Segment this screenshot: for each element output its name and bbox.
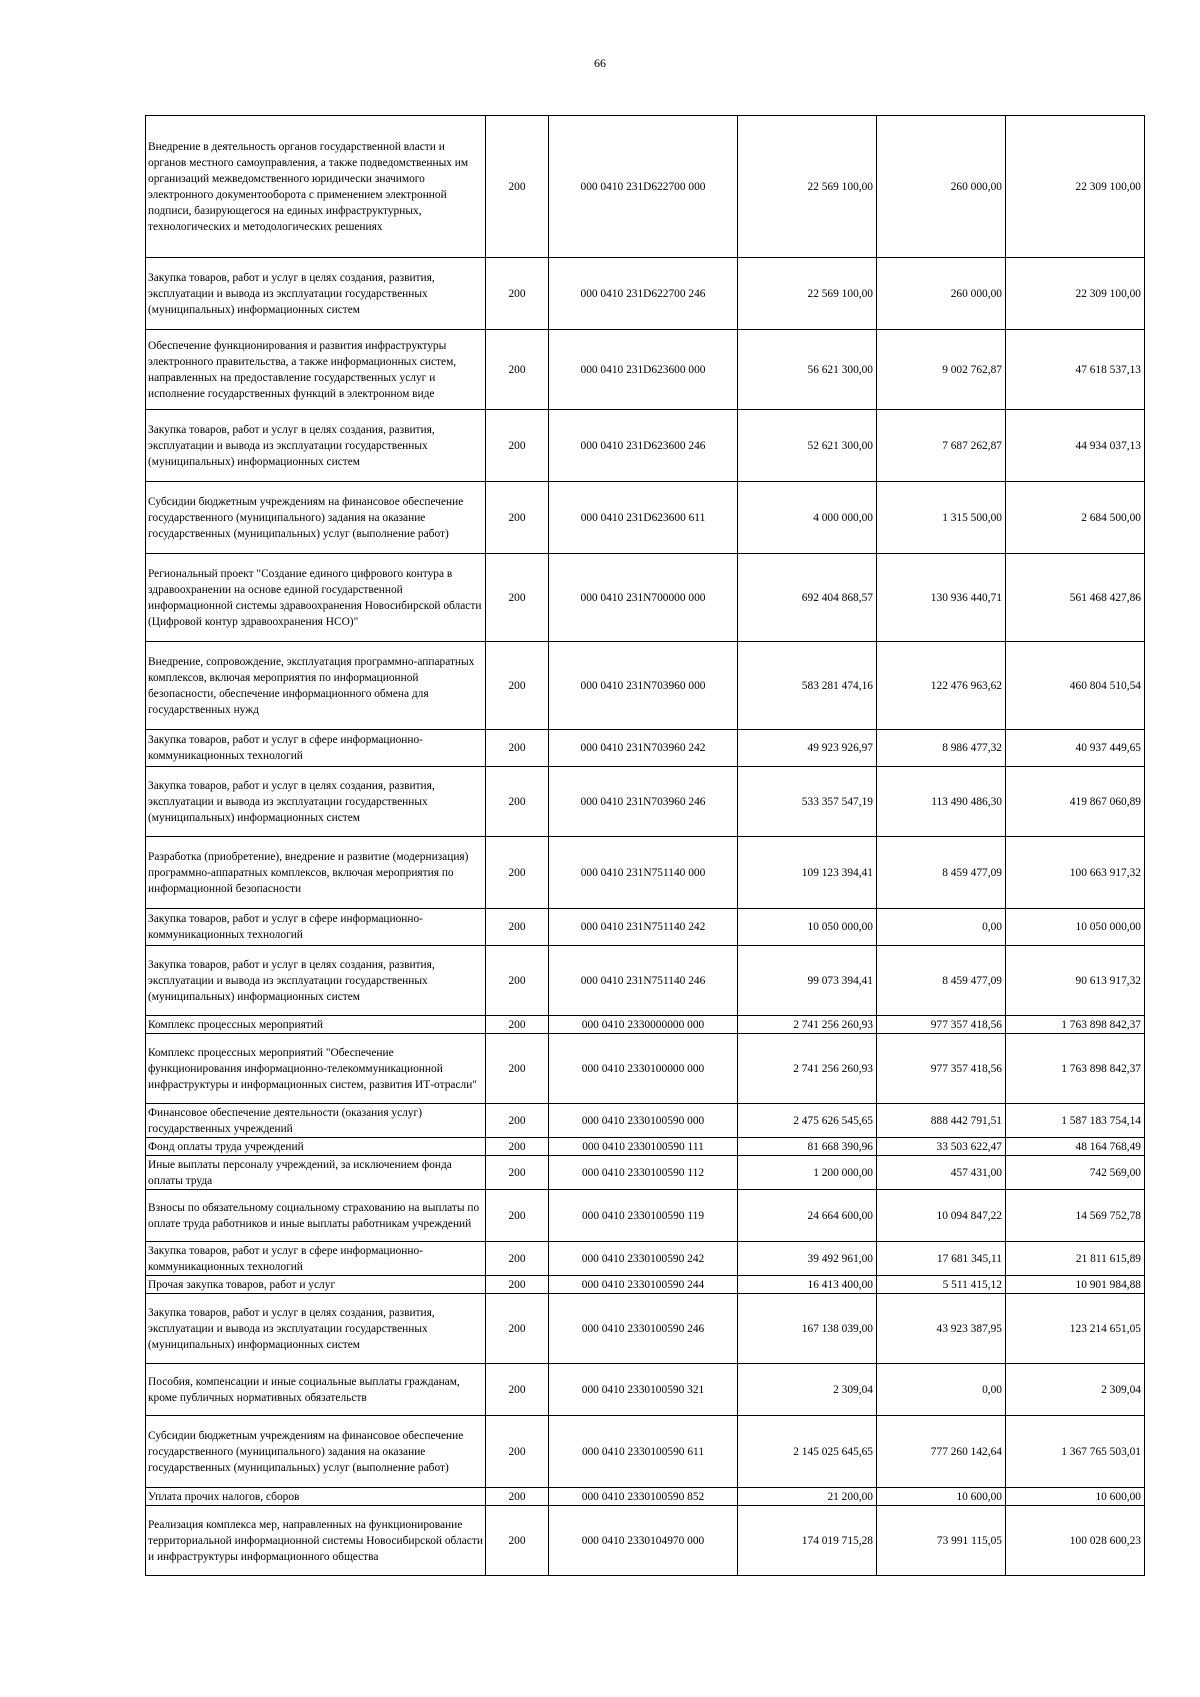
row-unexecuted-cell: 561 468 427,86: [1006, 554, 1145, 642]
table-row: [146, 482, 1145, 554]
row-approved-cell: 692 404 868,57: [738, 554, 877, 642]
row-executed-cell: 457 431,00: [877, 1156, 1006, 1190]
row-unexecuted-cell: 460 804 510,54: [1006, 642, 1145, 730]
row-executed-cell: 777 260 142,64: [877, 1416, 1006, 1488]
row-approved-cell: 167 138 039,00: [738, 1294, 877, 1364]
table-row: [146, 1276, 1145, 1294]
row-unexecuted-cell: 419 867 060,89: [1006, 767, 1145, 837]
row-code-cell: 200: [486, 730, 549, 767]
row-unexecuted-cell: 48 164 768,49: [1006, 1138, 1145, 1156]
row-unexecuted-cell: 21 811 615,89: [1006, 1242, 1145, 1276]
table-row: [146, 1506, 1145, 1576]
row-approved-cell: 2 145 025 645,65: [738, 1416, 877, 1488]
row-executed-cell: 0,00: [877, 909, 1006, 946]
row-kbk-cell: 000 0410 231N700000 000: [549, 554, 738, 642]
row-name-cell: Прочая закупка товаров, работ и услуг: [146, 1276, 486, 1294]
row-name-cell: Иные выплаты персоналу учреждений, за исключением фонда оплаты труда: [146, 1156, 486, 1190]
row-approved-cell: 4 000 000,00: [738, 482, 877, 554]
row-executed-cell: 977 357 418,56: [877, 1034, 1006, 1104]
row-approved-cell: 533 357 547,19: [738, 767, 877, 837]
row-approved-cell: 2 475 626 545,65: [738, 1104, 877, 1138]
row-executed-cell: 8 986 477,32: [877, 730, 1006, 767]
row-name-cell: Субсидии бюджетным учреждениям на финансовое обеспечение государственного (муниципального) задания на оказание государственных (муниципальных) услуг (выполнение работ): [146, 1416, 486, 1488]
row-code-cell: 200: [486, 1276, 549, 1294]
row-kbk-cell: 000 0410 231D623600 000: [549, 330, 738, 410]
budget-execution-table: [145, 115, 1145, 1576]
table-row: [146, 909, 1145, 946]
row-code-cell: 200: [486, 554, 549, 642]
row-name-cell: Закупка товаров, работ и услуг в сфере информационно-коммуникационных технологий: [146, 730, 486, 767]
row-code-cell: 200: [486, 410, 549, 482]
row-code-cell: 200: [486, 767, 549, 837]
row-unexecuted-cell: 123 214 651,05: [1006, 1294, 1145, 1364]
row-unexecuted-cell: 44 934 037,13: [1006, 410, 1145, 482]
row-code-cell: 200: [486, 837, 549, 909]
row-unexecuted-cell: 100 663 917,32: [1006, 837, 1145, 909]
row-kbk-cell: 000 0410 2330100590 119: [549, 1190, 738, 1242]
row-code-cell: 200: [486, 1016, 549, 1034]
row-approved-cell: 39 492 961,00: [738, 1242, 877, 1276]
row-kbk-cell: 000 0410 231N703960 246: [549, 767, 738, 837]
row-name-cell: Закупка товаров, работ и услуг в целях создания, развития, эксплуатации и вывода из эксплуатации государственных (муниципальных) информационных систем: [146, 410, 486, 482]
row-executed-cell: 17 681 345,11: [877, 1242, 1006, 1276]
row-unexecuted-cell: 40 937 449,65: [1006, 730, 1145, 767]
row-kbk-cell: 000 0410 231D622700 000: [549, 116, 738, 258]
row-name-cell: Взносы по обязательному социальному страхованию на выплаты по оплате труда работников и иные выплаты работникам учреждений: [146, 1190, 486, 1242]
table-row: [146, 1104, 1145, 1138]
row-kbk-cell: 000 0410 2330100000 000: [549, 1034, 738, 1104]
row-kbk-cell: 000 0410 2330100590 242: [549, 1242, 738, 1276]
row-executed-cell: 8 459 477,09: [877, 946, 1006, 1016]
row-name-cell: Разработка (приобретение), внедрение и развитие (модернизация) программно-аппаратных комплексов, включая мероприятия по информационной безопасности: [146, 837, 486, 909]
row-unexecuted-cell: 10 050 000,00: [1006, 909, 1145, 946]
table-row: [146, 116, 1145, 258]
row-approved-cell: 109 123 394,41: [738, 837, 877, 909]
row-kbk-cell: 000 0410 2330100590 611: [549, 1416, 738, 1488]
table-row: [146, 767, 1145, 837]
row-name-cell: Пособия, компенсации и иные социальные выплаты гражданам, кроме публичных нормативных обязательств: [146, 1364, 486, 1416]
row-unexecuted-cell: 1 763 898 842,37: [1006, 1034, 1145, 1104]
row-code-cell: 200: [486, 482, 549, 554]
row-kbk-cell: 000 0410 231N703960 000: [549, 642, 738, 730]
row-kbk-cell: 000 0410 231N751140 000: [549, 837, 738, 909]
row-executed-cell: 113 490 486,30: [877, 767, 1006, 837]
table-row: [146, 1242, 1145, 1276]
row-kbk-cell: 000 0410 2330100590 246: [549, 1294, 738, 1364]
row-approved-cell: 2 741 256 260,93: [738, 1016, 877, 1034]
row-approved-cell: 174 019 715,28: [738, 1506, 877, 1576]
row-approved-cell: 49 923 926,97: [738, 730, 877, 767]
row-approved-cell: 56 621 300,00: [738, 330, 877, 410]
row-executed-cell: 8 459 477,09: [877, 837, 1006, 909]
table-row: [146, 410, 1145, 482]
row-code-cell: 200: [486, 1294, 549, 1364]
row-unexecuted-cell: 10 901 984,88: [1006, 1276, 1145, 1294]
row-kbk-cell: 000 0410 2330100590 111: [549, 1138, 738, 1156]
row-executed-cell: 5 511 415,12: [877, 1276, 1006, 1294]
table-row: [146, 730, 1145, 767]
row-executed-cell: 9 002 762,87: [877, 330, 1006, 410]
row-code-cell: 200: [486, 1506, 549, 1576]
row-unexecuted-cell: 14 569 752,78: [1006, 1190, 1145, 1242]
table-row: [146, 642, 1145, 730]
row-code-cell: 200: [486, 1104, 549, 1138]
row-approved-cell: 24 664 600,00: [738, 1190, 877, 1242]
row-unexecuted-cell: 1 763 898 842,37: [1006, 1016, 1145, 1034]
row-name-cell: Внедрение, сопровождение, эксплуатация программно-аппаратных комплексов, включая мероприятия по информационной безопасности, обеспечение информационного обмена для государственных нужд: [146, 642, 486, 730]
row-name-cell: Закупка товаров, работ и услуг в целях создания, развития, эксплуатации и вывода из эксплуатации государственных (муниципальных) информационных систем: [146, 1294, 486, 1364]
row-approved-cell: 2 741 256 260,93: [738, 1034, 877, 1104]
row-executed-cell: 122 476 963,62: [877, 642, 1006, 730]
table-row: [146, 1190, 1145, 1242]
row-unexecuted-cell: 742 569,00: [1006, 1156, 1145, 1190]
row-unexecuted-cell: 2 309,04: [1006, 1364, 1145, 1416]
row-approved-cell: 2 309,04: [738, 1364, 877, 1416]
row-code-cell: 200: [486, 1034, 549, 1104]
table-row: [146, 1364, 1145, 1416]
row-approved-cell: 583 281 474,16: [738, 642, 877, 730]
table-row: [146, 946, 1145, 1016]
row-kbk-cell: 000 0410 231N751140 246: [549, 946, 738, 1016]
row-unexecuted-cell: 90 613 917,32: [1006, 946, 1145, 1016]
row-kbk-cell: 000 0410 2330100590 112: [549, 1156, 738, 1190]
table-row: [146, 554, 1145, 642]
row-kbk-cell: 000 0410 231D623600 246: [549, 410, 738, 482]
row-unexecuted-cell: 100 028 600,23: [1006, 1506, 1145, 1576]
row-executed-cell: 130 936 440,71: [877, 554, 1006, 642]
table-row: [146, 1016, 1145, 1034]
row-executed-cell: 888 442 791,51: [877, 1104, 1006, 1138]
row-name-cell: Обеспечение функционирования и развития инфраструктуры электронного правительства, а также информационных систем, направленных на предоставление государственных услуг и исполнение государственных функций в электронном виде: [146, 330, 486, 410]
row-code-cell: 200: [486, 1190, 549, 1242]
row-approved-cell: 22 569 100,00: [738, 116, 877, 258]
row-name-cell: Закупка товаров, работ и услуг в целях создания, развития, эксплуатации и вывода из эксплуатации государственных (муниципальных) информационных систем: [146, 767, 486, 837]
row-executed-cell: 10 094 847,22: [877, 1190, 1006, 1242]
row-approved-cell: 1 200 000,00: [738, 1156, 877, 1190]
row-code-cell: 200: [486, 1488, 549, 1506]
row-executed-cell: 73 991 115,05: [877, 1506, 1006, 1576]
row-kbk-cell: 000 0410 2330000000 000: [549, 1016, 738, 1034]
table-row: [146, 1034, 1145, 1104]
row-kbk-cell: 000 0410 2330100590 852: [549, 1488, 738, 1506]
row-unexecuted-cell: 1 367 765 503,01: [1006, 1416, 1145, 1488]
table-row: [146, 330, 1145, 410]
row-executed-cell: 33 503 622,47: [877, 1138, 1006, 1156]
row-kbk-cell: 000 0410 231N703960 242: [549, 730, 738, 767]
row-name-cell: Комплекс процессных мероприятий "Обеспечение функционирования информационно-телекоммуникационной инфраструктуры и информационных систем, развития ИТ-отрасли": [146, 1034, 486, 1104]
row-name-cell: Закупка товаров, работ и услуг в целях создания, развития, эксплуатации и вывода из эксплуатации государственных (муниципальных) информационных систем: [146, 258, 486, 330]
row-unexecuted-cell: 2 684 500,00: [1006, 482, 1145, 554]
row-unexecuted-cell: 22 309 100,00: [1006, 116, 1145, 258]
table-row: [146, 1156, 1145, 1190]
row-code-cell: 200: [486, 116, 549, 258]
table-row: [146, 1488, 1145, 1506]
row-name-cell: Закупка товаров, работ и услуг в сфере информационно-коммуникационных технологий: [146, 1242, 486, 1276]
row-approved-cell: 16 413 400,00: [738, 1276, 877, 1294]
row-code-cell: 200: [486, 642, 549, 730]
row-kbk-cell: 000 0410 2330104970 000: [549, 1506, 738, 1576]
row-executed-cell: 43 923 387,95: [877, 1294, 1006, 1364]
row-name-cell: Закупка товаров, работ и услуг в сфере информационно-коммуникационных технологий: [146, 909, 486, 946]
row-code-cell: 200: [486, 330, 549, 410]
row-kbk-cell: 000 0410 2330100590 321: [549, 1364, 738, 1416]
row-name-cell: Комплекс процессных мероприятий: [146, 1016, 486, 1034]
row-kbk-cell: 000 0410 231N751140 242: [549, 909, 738, 946]
row-executed-cell: 260 000,00: [877, 258, 1006, 330]
row-code-cell: 200: [486, 1156, 549, 1190]
row-kbk-cell: 000 0410 231D623600 611: [549, 482, 738, 554]
row-approved-cell: 52 621 300,00: [738, 410, 877, 482]
row-name-cell: Субсидии бюджетным учреждениям на финансовое обеспечение государственного (муниципального) задания на оказание государственных (муниципальных) услуг (выполнение работ): [146, 482, 486, 554]
table-row: [146, 1138, 1145, 1156]
row-code-cell: 200: [486, 1364, 549, 1416]
row-approved-cell: 10 050 000,00: [738, 909, 877, 946]
row-executed-cell: 977 357 418,56: [877, 1016, 1006, 1034]
row-code-cell: 200: [486, 258, 549, 330]
row-name-cell: Региональный проект "Создание единого цифрового контура в здравоохранении на основе единой государственной информационной системы здравоохранения Новосибирской области (Цифровой контур здравоохранения НСО)": [146, 554, 486, 642]
table-row: [146, 1416, 1145, 1488]
row-name-cell: Финансовое обеспечение деятельности (оказания услуг) государственных учреждений: [146, 1104, 486, 1138]
row-executed-cell: 10 600,00: [877, 1488, 1006, 1506]
row-approved-cell: 99 073 394,41: [738, 946, 877, 1016]
row-code-cell: 200: [486, 1242, 549, 1276]
row-name-cell: Уплата прочих налогов, сборов: [146, 1488, 486, 1506]
page-number: 66: [594, 56, 606, 70]
row-code-cell: 200: [486, 946, 549, 1016]
row-name-cell: Внедрение в деятельность органов государственной власти и органов местного самоуправления, а также подведомственных им организаций межведомственного юридически значимого электронного документооборота с применением электронной подписи, базирующегося на единых инфраструктурных, технологических и методологических решениях: [146, 116, 486, 258]
row-code-cell: 200: [486, 1416, 549, 1488]
row-unexecuted-cell: 1 587 183 754,14: [1006, 1104, 1145, 1138]
table-row: [146, 258, 1145, 330]
row-approved-cell: 22 569 100,00: [738, 258, 877, 330]
row-name-cell: Закупка товаров, работ и услуг в целях создания, развития, эксплуатации и вывода из эксплуатации государственных (муниципальных) информационных систем: [146, 946, 486, 1016]
row-unexecuted-cell: 47 618 537,13: [1006, 330, 1145, 410]
row-name-cell: Фонд оплаты труда учреждений: [146, 1138, 486, 1156]
row-unexecuted-cell: 22 309 100,00: [1006, 258, 1145, 330]
table-row: [146, 1294, 1145, 1364]
row-approved-cell: 81 668 390,96: [738, 1138, 877, 1156]
row-kbk-cell: 000 0410 2330100590 000: [549, 1104, 738, 1138]
row-name-cell: Реализация комплекса мер, направленных на функционирование территориальной информационной системы Новосибирской области и инфраструктуры информационного общества: [146, 1506, 486, 1576]
row-kbk-cell: 000 0410 2330100590 244: [549, 1276, 738, 1294]
row-executed-cell: 1 315 500,00: [877, 482, 1006, 554]
table-row: [146, 837, 1145, 909]
row-executed-cell: 7 687 262,87: [877, 410, 1006, 482]
row-executed-cell: 0,00: [877, 1364, 1006, 1416]
row-unexecuted-cell: 10 600,00: [1006, 1488, 1145, 1506]
row-executed-cell: 260 000,00: [877, 116, 1006, 258]
row-kbk-cell: 000 0410 231D622700 246: [549, 258, 738, 330]
row-code-cell: 200: [486, 909, 549, 946]
row-approved-cell: 21 200,00: [738, 1488, 877, 1506]
row-code-cell: 200: [486, 1138, 549, 1156]
